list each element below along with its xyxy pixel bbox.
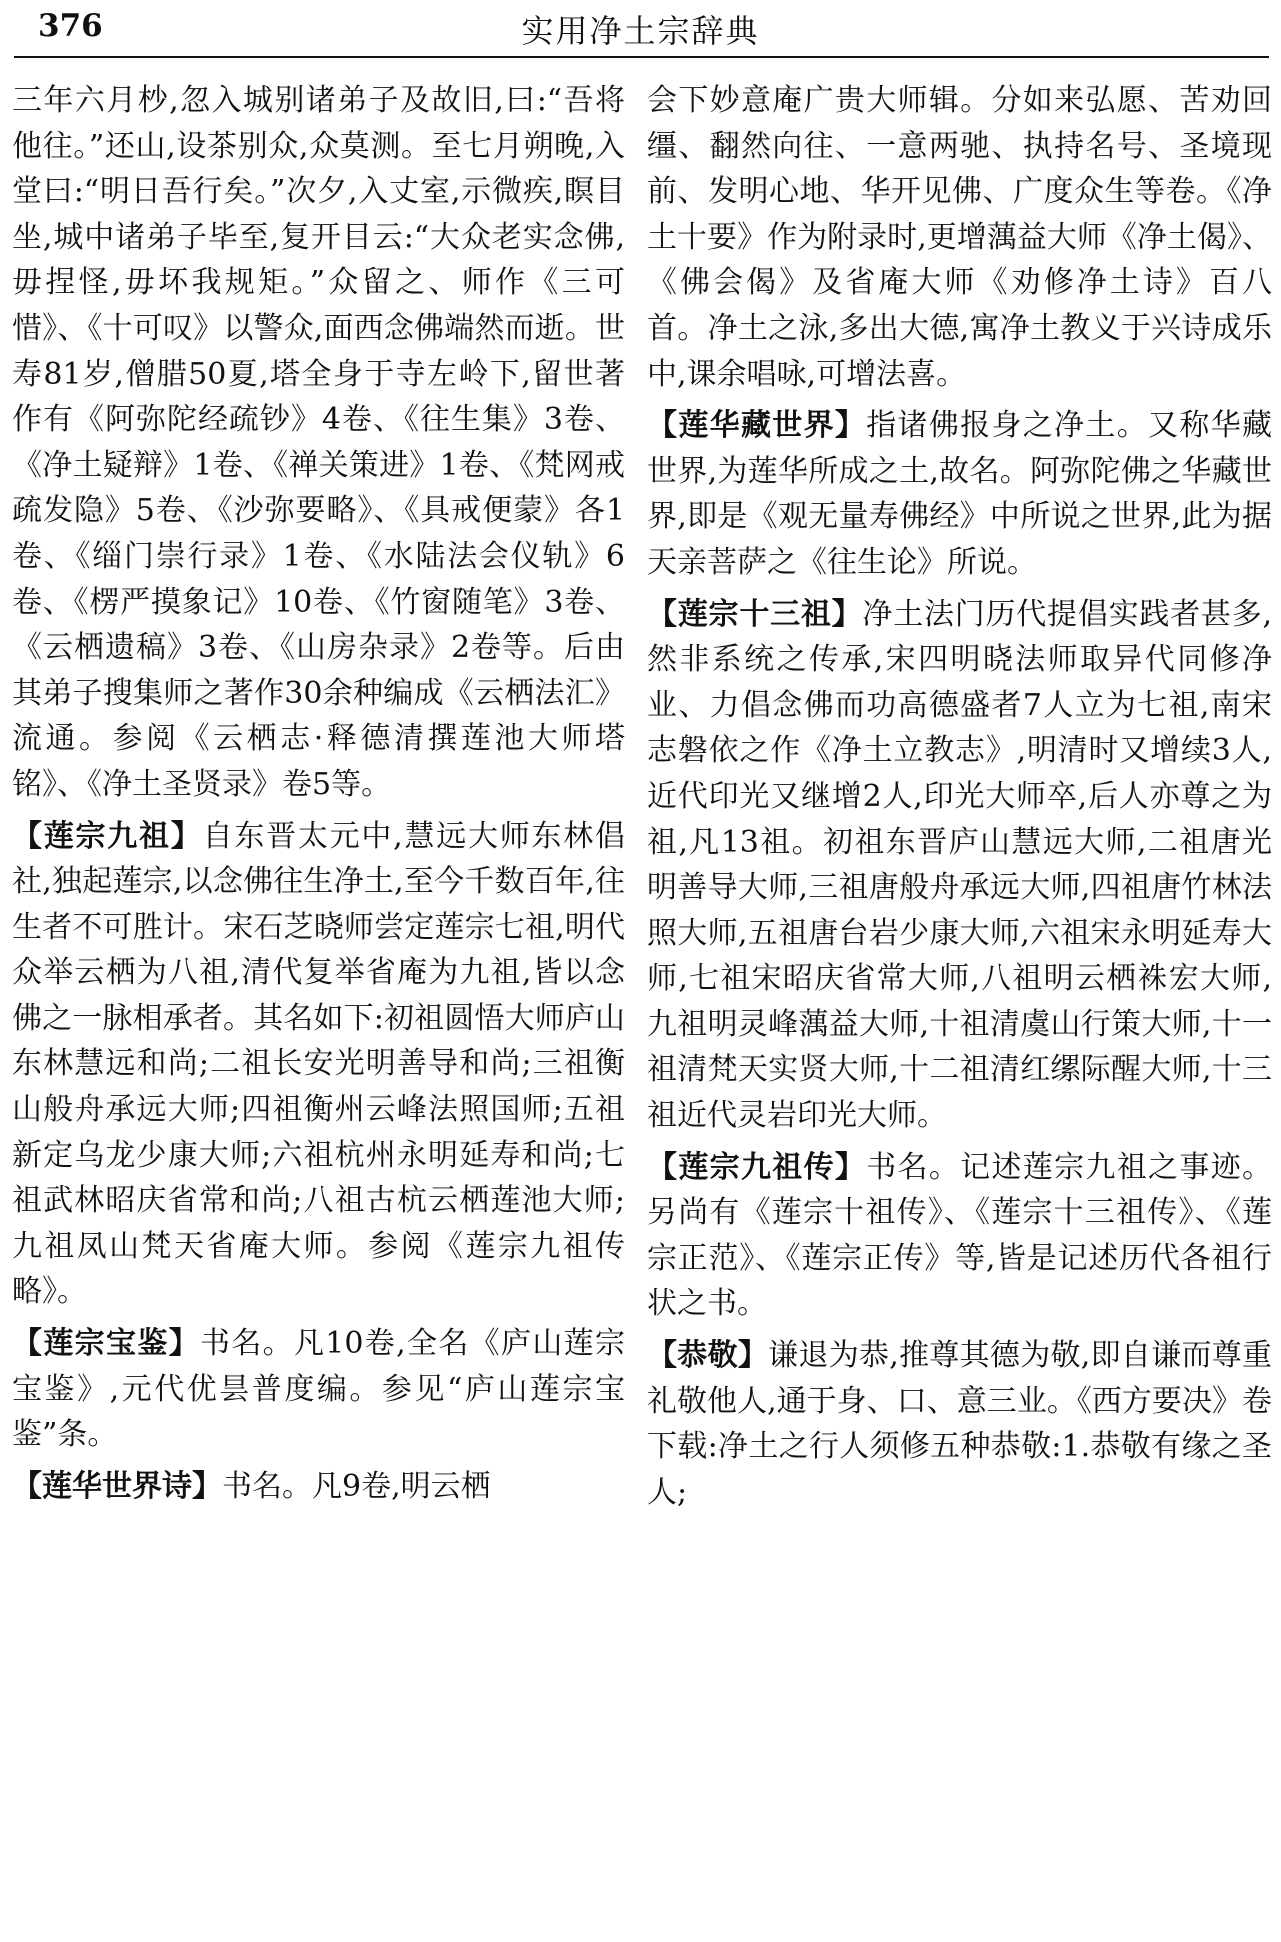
- right-column: [647, 78, 1272, 1521]
- entry-paragraph: [647, 78, 1272, 397]
- entry-text: 书名。凡10卷,全名《庐山莲宗宝鉴》,元代优昙普度编。参见“庐山莲宗宝鉴”条。: [12, 1326, 625, 1453]
- header-rule: [14, 56, 1269, 58]
- entry-text: 净土法门历代提倡实践者甚多,然非系统之传承,宋四明晓法师取异代同修净业、力倡念佛而功高德盛者7人立为七祖,南宋志磐依之作《净土立教志》,明清时又增续3人,近代印光又继增2人,印光大师卒,后人亦尊之为祖,凡13祖。初祖东晋庐山慧远大师,二祖唐光明善导大师,三祖唐般舟承远大师,四祖唐竹林法照大师,五祖唐台岩少康大师,六祖宋永明延寿大师,七祖宋昭庆省常大师,八祖明云栖袾宏大师,九祖明灵峰蕅益大师,十祖清虞山行策大师,十一祖清梵天实贤大师,十二祖清红缧际醒大师,十三祖近代灵岩印光大师。: [647, 596, 1273, 1134]
- entry-headword: 【莲宗九祖】: [12, 818, 203, 854]
- entry-headword: 【恭敬】: [647, 1338, 769, 1374]
- left-column: [12, 78, 625, 1515]
- entry-text: 会下妙意庵广贵大师辑。分如来弘愿、苦劝回缰、翻然向往、一意两驰、执持名号、圣境现前、发明心地、华开见佛、广度众生等卷。《净土十要》作为附录时,更增蕅益大师《净土偈》、《佛会偈》及省庵大师《劝修净土诗》百八首。净土之泳,多出大德,寓净土教义于兴诗成乐中,课余唱咏,可增法喜。: [647, 83, 1272, 392]
- entry-paragraph: [647, 403, 1272, 585]
- entry-paragraph: [12, 814, 625, 1316]
- entry-text: 书名。凡9卷,明云栖: [222, 1468, 491, 1504]
- entry-text: 谦退为恭,推尊其德为敬,即自谦而尊重礼敬他人,通于身、口、意三业。《西方要决》卷下载:净土之行人须修五种恭敬:1.恭敬有缘之圣人;: [647, 1338, 1273, 1510]
- entry-text: 三年六月杪,忽入城别诸弟子及故旧,曰:“吾将他往。”还山,设茶别众,众莫测。至七月朔晚,入堂曰:“明日吾行矣。”次夕,入丈室,示微疾,瞑目坐,城中诸弟子毕至,复开目云:“大众老实念佛,毋捏怪,毋坏我规矩。”众留之、师作《三可惜》、《十可叹》以警众,面西念佛端然而逝。世寿81岁,僧腊50夏,塔全身于寺左岭下,留世著作有《阿弥陀经疏钞》4卷、《往生集》3卷、《净土疑辩》1卷、《禅关策进》1卷、《梵网戒疏发隐》5卷、《沙弥要略》、《具戒便蒙》各1卷、《缁门崇行录》1卷、《水陆法会仪轨》6卷、《楞严摸象记》10卷、《竹窗随笔》3卷、《云栖遗稿》3卷、《山房杂录》2卷等。后由其弟子搜集师之著作30余种编成《云栖法汇》流通。参阅《云栖志·释德清撰莲池大师塔铭》、《净土圣贤录》卷5等。: [12, 83, 625, 802]
- entry-text: 书名。记述莲宗九祖之事迹。另尚有《莲宗十祖传》、《莲宗十三祖传》、《莲宗正范》、《莲宗正传》等,皆是记述历代各祖行状之书。: [647, 1149, 1273, 1322]
- entry-headword: 【莲宗宝鉴】: [12, 1326, 200, 1362]
- page-header: [0, 0, 1281, 70]
- entry-paragraph: [12, 1321, 625, 1458]
- entry-paragraph: [12, 78, 625, 808]
- entry-headword: 【莲宗九祖传】: [647, 1149, 867, 1185]
- page-number: 376: [38, 8, 103, 44]
- entry-paragraph: [647, 1145, 1272, 1327]
- entry-paragraph: [12, 1464, 625, 1510]
- entry-text: 指诸佛报身之净土。又称华藏世界,为莲华所成之土,故名。阿弥陀佛之华藏世界,即是《观无量寿佛经》中所说之世界,此为据天亲菩萨之《往生论》所说。: [647, 408, 1273, 580]
- entry-headword: 【莲华藏世界】: [647, 408, 867, 444]
- entry-headword: 【莲宗十三祖】: [647, 596, 863, 632]
- entry-headword: 【莲华世界诗】: [12, 1468, 222, 1504]
- entry-paragraph: [647, 1333, 1272, 1515]
- entry-paragraph: [647, 592, 1272, 1139]
- entry-text: 自东晋太元中,慧远大师东林倡社,独起莲宗,以念佛往生净土,至今千数百年,往生者不可胜计。宋石芝晓师尝定莲宗七祖,明代众举云栖为八祖,清代复举省庵为九祖,皆以念佛之一脉相承者。其名如下:初祖圆悟大师庐山东林慧远和尚;二祖长安光明善导和尚;三祖衡山般舟承远大师;四祖衡州云峰法照国师;五祖新定乌龙少康大师;六祖杭州永明延寿和尚;七祖武林昭庆省常和尚;八祖古杭云栖莲池大师;九祖凤山梵天省庵大师。参阅《莲宗九祖传略》。: [12, 818, 626, 1310]
- running-title: 实用净土宗辞典: [521, 12, 760, 50]
